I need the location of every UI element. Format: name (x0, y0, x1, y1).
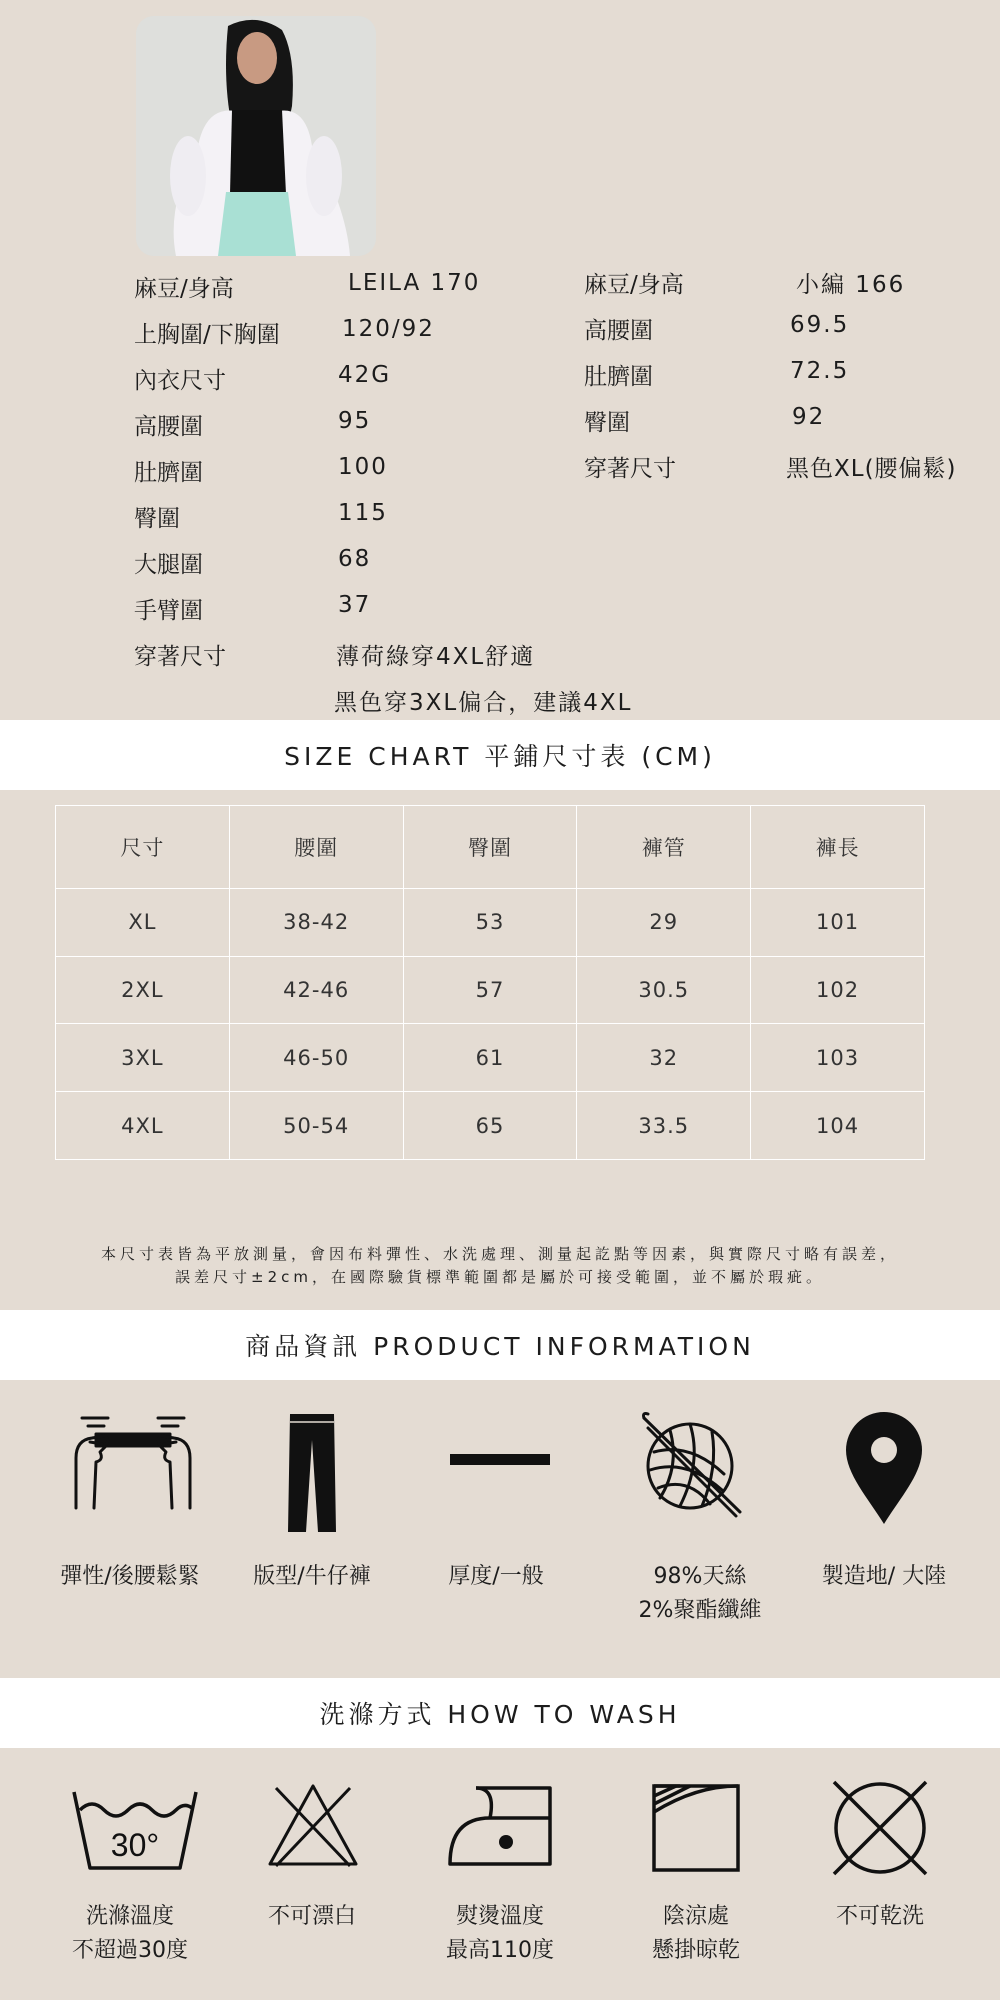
table-cell: 33.5 (577, 1092, 751, 1160)
wash-caption-4b: 懸掛晾乾 (651, 1938, 740, 1963)
model-b-value-2: 72.5 (790, 358, 850, 384)
model-a-label-2: 內衣尺寸 (134, 368, 226, 394)
table-header-cell: 臀圍 (403, 806, 577, 889)
table-cell: 102 (751, 956, 925, 1024)
table-cell: 61 (403, 1024, 577, 1092)
model-b-label-1: 高腰圍 (584, 318, 653, 344)
model-b-value-3: 92 (792, 404, 826, 430)
model-a-label-0: 麻豆/身高 (134, 276, 234, 302)
model-a-label-6: 大腿圍 (134, 552, 203, 578)
table-cell: 103 (751, 1024, 925, 1092)
product-caption-4b: 2%聚酯纖維 (638, 1598, 762, 1623)
table-cell: 57 (403, 956, 577, 1024)
model-a-value-8: 薄荷綠穿4XL舒適 (336, 644, 536, 670)
table-cell: 3XL (56, 1024, 230, 1092)
model-b-label-2: 肚臍圍 (584, 364, 653, 390)
model-a-label-3: 高腰圍 (134, 414, 203, 440)
table-row (56, 1024, 925, 1092)
table-header-cell: 腰圍 (229, 806, 403, 889)
table-cell: XL (56, 888, 230, 956)
shade-hang-dry-icon (650, 1782, 742, 1874)
wash-title: 洗滌方式 HOW TO WASH (0, 1678, 1000, 1748)
product-caption-4: 98%天絲 (653, 1564, 747, 1589)
thickness-line-icon (450, 1452, 550, 1468)
table-row (56, 1092, 925, 1160)
yarn-ball-icon (640, 1412, 750, 1522)
model-a-value-4: 100 (338, 454, 388, 480)
product-caption-1: 彈性/後腰鬆緊 (60, 1564, 200, 1589)
no-dry-clean-icon (828, 1776, 932, 1880)
table-cell: 38-42 (229, 888, 403, 956)
model-a-label-1: 上胸圍/下胸圍 (134, 322, 280, 348)
product-caption-3: 厚度/一般 (448, 1564, 544, 1589)
jeans-icon (286, 1410, 338, 1536)
model-a-value-3: 95 (338, 408, 372, 434)
table-cell: 30.5 (577, 956, 751, 1024)
table-cell: 42-46 (229, 956, 403, 1024)
size-chart-title: SIZE CHART 平鋪尺寸表 (CM) (0, 720, 1000, 790)
table-row (56, 956, 925, 1024)
model-a-value-0: LEILA 170 (348, 270, 481, 296)
wash-30-icon (70, 1788, 200, 1872)
table-header-row (56, 806, 925, 889)
model-a-value-5: 115 (338, 500, 388, 526)
model-a-label-7: 手臂圍 (134, 598, 203, 624)
product-info-title: 商品資訊 PRODUCT INFORMATION (0, 1310, 1000, 1380)
size-chart-table (55, 805, 925, 1160)
location-pin-icon (844, 1410, 924, 1526)
model-b-value-0: 小編 166 (796, 272, 906, 298)
wash-temp-label: 30° (110, 1827, 160, 1863)
model-a-value-7: 37 (338, 592, 372, 618)
table-cell: 32 (577, 1024, 751, 1092)
model-b-value-1: 69.5 (790, 312, 850, 338)
model-b-label-3: 臀圍 (584, 410, 630, 436)
wash-caption-4: 陰涼處 (662, 1904, 729, 1929)
wash-caption-2: 不可漂白 (267, 1904, 356, 1929)
wash-caption-1b: 不超過30度 (72, 1938, 188, 1963)
table-cell: 46-50 (229, 1024, 403, 1092)
iron-medium-icon (446, 1784, 558, 1868)
product-caption-2: 版型/牛仔褲 (253, 1564, 371, 1589)
model-b-value-4: 黑色XL(腰偏鬆) (786, 456, 957, 482)
size-note-line-2: 誤差尺寸±2cm，在國際驗貨標準範圍都是屬於可接受範圍，並不屬於瑕疵。 (175, 1268, 825, 1286)
model-photo (136, 16, 376, 256)
table-header-cell: 尺寸 (56, 806, 230, 889)
wash-caption-3b: 最高110度 (446, 1938, 554, 1963)
wash-caption-5: 不可乾洗 (835, 1904, 924, 1929)
model-a-label-8: 穿著尺寸 (134, 644, 226, 670)
model-a-value-2: 42G (338, 362, 392, 388)
product-caption-5: 製造地/ 大陸 (821, 1564, 947, 1589)
table-header-cell: 褲管 (577, 806, 751, 889)
stretch-hands-icon (68, 1412, 198, 1512)
model-a-extra-line: 黑色穿3XL偏合，建議4XL (334, 690, 633, 716)
table-cell: 104 (751, 1092, 925, 1160)
table-cell: 65 (403, 1092, 577, 1160)
size-note-line-1: 本尺寸表皆為平放測量，會因布料彈性、水洗處理、測量起訖點等因素，與實際尺寸略有誤差， (100, 1245, 899, 1263)
no-bleach-icon (266, 1780, 360, 1870)
table-cell: 101 (751, 888, 925, 956)
table-cell: 2XL (56, 956, 230, 1024)
model-b-label-0: 麻豆/身高 (584, 272, 684, 298)
table-header-cell: 褲長 (751, 806, 925, 889)
table-cell: 50-54 (229, 1092, 403, 1160)
table-cell: 29 (577, 888, 751, 956)
table-row (56, 888, 925, 956)
model-a-label-5: 臀圍 (134, 506, 180, 532)
wash-caption-1: 洗滌溫度 (85, 1904, 174, 1929)
model-a-value-1: 120/92 (342, 316, 435, 342)
model-a-value-6: 68 (338, 546, 372, 572)
wash-caption-3: 熨燙溫度 (455, 1904, 544, 1929)
model-b-label-4: 穿著尺寸 (584, 456, 676, 482)
table-cell: 53 (403, 888, 577, 956)
model-a-label-4: 肚臍圍 (134, 460, 203, 486)
table-cell: 4XL (56, 1092, 230, 1160)
